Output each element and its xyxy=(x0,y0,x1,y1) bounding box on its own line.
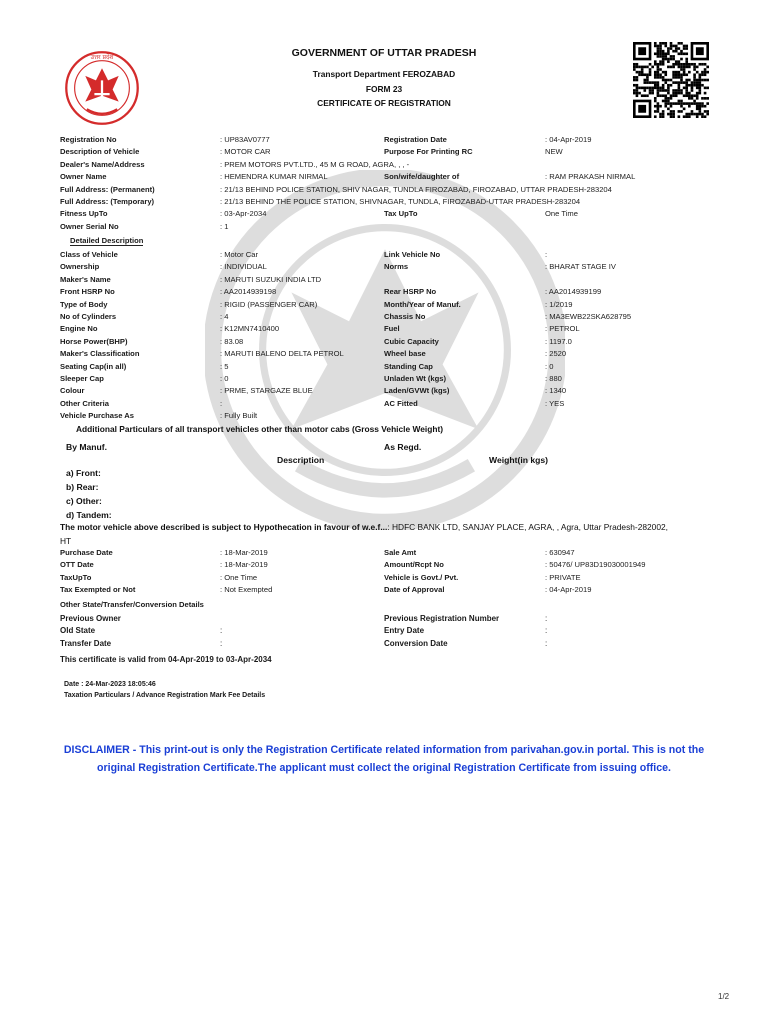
field-label: Maker's Classification xyxy=(60,349,140,359)
field-label: Old State xyxy=(60,626,96,636)
field-value: : PREM MOTORS PVT.LTD., 45 M G ROAD, AGRA, , , - xyxy=(220,159,410,169)
field-value: : xyxy=(220,626,223,636)
field-value: : PRME, STARGAZE BLUE xyxy=(220,386,313,396)
field-value: : RIGID (PASSENGER CAR) xyxy=(220,299,318,309)
field-label-2: Entry Date xyxy=(384,626,425,636)
certificate-title: CERTIFICATE OF REGISTRATION xyxy=(317,98,451,108)
field-label: Ownership xyxy=(60,262,100,272)
field-label: Description of Vehicle xyxy=(60,147,140,157)
department-title: Transport Department FEROZABAD xyxy=(312,69,456,79)
field-value: : xyxy=(220,638,223,648)
field-value: : MOTOR CAR xyxy=(220,147,271,157)
field-value-2: : xyxy=(545,626,548,636)
field-label-2: Previous Registration Number xyxy=(384,614,500,623)
print-date: Date : 24-Mar-2023 18:05:46 xyxy=(64,681,156,688)
field-label: Other Criteria xyxy=(60,398,109,408)
field-label-2: Unladen Wt (kgs) xyxy=(384,374,447,383)
field-label-2: Registration Date xyxy=(384,135,447,144)
emblem-text: उत्तर प्रदेश xyxy=(90,54,114,62)
page-number: 1/2 xyxy=(718,992,730,1001)
field-value: : MARUTI BALENO DELTA PETROL xyxy=(220,349,344,359)
field-value-2: : BHARAT STAGE IV xyxy=(545,262,616,272)
disclaimer-line-1: DISCLAIMER - This print-out is only the Registration Certificate related information from parivahan.gov.in portal. This is not the xyxy=(63,744,705,756)
field-label-2: Amount/Rcpt No xyxy=(384,560,444,570)
field-label-2: Son/wife/daughter of xyxy=(384,172,460,182)
field-label-2: Purpose For Printing RC xyxy=(384,147,473,157)
field-value-2: : 0 xyxy=(545,361,554,371)
field-value-2: : PETROL xyxy=(545,324,580,334)
field-value: : 0 xyxy=(220,374,229,383)
field-label-2: Norms xyxy=(384,262,409,272)
field-value-2: : 1/2019 xyxy=(545,299,573,309)
detailed-description-heading: Detailed Description xyxy=(70,236,144,245)
description-column: Description xyxy=(277,455,325,465)
field-label-2: AC Fitted xyxy=(384,398,418,408)
field-value-2: : 04-Apr-2019 xyxy=(545,135,592,144)
field-label: OTT Date xyxy=(60,560,94,570)
other-axle-label: c) Other: xyxy=(66,496,102,506)
field-value: : 18-Mar-2019 xyxy=(220,548,268,557)
field-value: : INDIVIDUAL xyxy=(220,262,267,272)
field-label: Colour xyxy=(60,386,85,396)
government-title: GOVERNMENT OF UTTAR PRADESH xyxy=(291,47,477,59)
field-value-2: : 1197.0 xyxy=(545,336,572,346)
field-label: Registration No xyxy=(60,135,117,144)
field-label: No of Cylinders xyxy=(60,312,117,321)
by-manuf-label: By Manuf. xyxy=(66,442,108,452)
field-label-2: Laden/GVWt (kgs) xyxy=(384,386,450,396)
field-value-2: : RAM PRAKASH NIRMAL xyxy=(545,172,636,182)
field-label: Class of Vehicle xyxy=(60,250,118,259)
field-label-2: Tax UpTo xyxy=(384,209,418,219)
field-label-2: Standing Cap xyxy=(384,361,433,371)
field-value: : One Time xyxy=(220,572,258,582)
form-number: FORM 23 xyxy=(365,84,403,94)
field-value-2: : 50476/ UP83D19030001949 xyxy=(545,560,646,570)
field-value-2: : MA3EWB22SKA628795 xyxy=(545,312,632,321)
field-value-2: : xyxy=(545,638,548,648)
field-value-2: : xyxy=(545,614,548,623)
field-label-2: Rear HSRP No xyxy=(384,287,437,297)
field-label: Dealer's Name/Address xyxy=(60,159,145,169)
field-label: Full Address: (Permanent) xyxy=(60,184,155,194)
rear-axle-label: b) Rear: xyxy=(66,482,99,492)
field-value-2: : 880 xyxy=(545,374,562,383)
field-value-2: : 2520 xyxy=(545,349,567,359)
field-label: Transfer Date xyxy=(60,638,112,648)
transfer-heading: Other State/Transfer/Conversion Details xyxy=(60,600,204,609)
disclaimer-line-2: original Registration Certificate.The applicant must collect the original Registration Certificate from issuing office. xyxy=(97,762,671,774)
field-value-2: : AA2014939199 xyxy=(545,287,602,297)
field-label-2: Month/Year of Manuf. xyxy=(384,299,461,309)
taxation-line: Taxation Particulars / Advance Registration Mark Fee Details xyxy=(64,692,266,699)
field-value: : 21/13 BEHIND POLICE STATION, SHIV NAGAR, TUNDLA FIROZABAD, FIROZABAD, UTTAR PRADESH-283204 xyxy=(220,184,612,194)
field-label: Engine No xyxy=(60,324,98,334)
field-value: : 4 xyxy=(220,312,229,321)
disclaimer xyxy=(40,741,728,777)
field-label: Owner Serial No xyxy=(60,221,119,231)
hypothecation-line xyxy=(60,522,668,532)
field-label: Purchase Date xyxy=(60,548,113,557)
hypothecation-value-cont: HT xyxy=(60,536,72,546)
field-value: : 03-Apr-2034 xyxy=(220,209,267,219)
field-value: : 21/13 BEHIND THE POLICE STATION, SHIVNAGAR, TUNDLA, FIROZABAD-UTTAR PRADESH-283204 xyxy=(220,197,581,206)
field-value-2: One Time xyxy=(545,209,578,219)
field-label-2: Fuel xyxy=(384,324,400,334)
field-value-2: : PRIVATE xyxy=(545,572,581,582)
field-label: Horse Power(BHP) xyxy=(60,336,128,346)
field-value: : UP83AV0777 xyxy=(220,135,270,144)
field-value: : MARUTI SUZUKI INDIA LTD xyxy=(220,274,322,284)
field-label-2: Conversion Date xyxy=(384,638,448,648)
field-label: Maker's Name xyxy=(60,274,111,284)
front-axle-label: a) Front: xyxy=(66,468,101,478)
field-value-2: : xyxy=(545,250,548,259)
field-value-2: : YES xyxy=(545,398,565,408)
field-label-2: Chassis No xyxy=(384,312,426,321)
validity-line: This certificate is valid from 04-Apr-2019 to 03-Apr-2034 xyxy=(60,655,272,664)
field-value: : xyxy=(220,398,223,408)
field-value: : HEMENDRA KUMAR NIRMAL xyxy=(220,172,328,182)
field-label: Owner Name xyxy=(60,172,107,182)
field-label-2: Date of Approval xyxy=(384,585,445,595)
field-label: Type of Body xyxy=(60,299,108,309)
field-value: : 1 xyxy=(220,221,229,231)
hypothecation-label: The motor vehicle above described is subject to Hypothecation in favour of w.e.f... xyxy=(60,522,388,532)
field-label: TaxUpTo xyxy=(60,572,92,582)
field-value: : 5 xyxy=(220,361,229,371)
field-label: Fitness UpTo xyxy=(60,209,108,219)
field-label: Front HSRP No xyxy=(60,287,115,297)
field-label-2: Vehicle is Govt./ Pvt. xyxy=(384,572,459,582)
field-label: Sleeper Cap xyxy=(60,374,104,383)
field-value-2: NEW xyxy=(545,147,563,157)
field-value: : 83.08 xyxy=(220,336,244,346)
field-value: : Fully Built xyxy=(220,411,258,421)
as-regd-label: As Regd. xyxy=(384,442,422,452)
field-label: Previous Owner xyxy=(60,614,121,623)
field-label-2: Sale Amt xyxy=(384,548,417,557)
field-value: : Not Exempted xyxy=(220,585,273,595)
field-value-2: : 630947 xyxy=(545,548,575,557)
field-value: : 18-Mar-2019 xyxy=(220,560,268,570)
field-label-2: Link Vehicle No xyxy=(384,250,441,259)
field-value: : K12MN7410400 xyxy=(220,324,280,334)
field-value: : Motor Car xyxy=(220,250,258,259)
tandem-axle-label: d) Tandem: xyxy=(66,510,112,520)
field-value-2: : 04-Apr-2019 xyxy=(545,585,592,595)
additional-particulars-heading: Additional Particulars of all transport vehicles other than motor cabs (Gross Vehicle Weight) xyxy=(76,424,444,434)
field-label: Full Address: (Temporary) xyxy=(60,197,155,206)
field-label-2: Cubic Capacity xyxy=(384,336,439,346)
field-value-2: : 1340 xyxy=(545,386,567,396)
weight-column: Weight(in kgs) xyxy=(489,455,549,465)
field-value: : AA2014939198 xyxy=(220,287,277,297)
field-label: Tax Exempted or Not xyxy=(60,585,136,595)
field-label: Seating Cap(in all) xyxy=(60,361,127,371)
hypothecation-value: : HDFC BANK LTD, SANJAY PLACE, AGRA, , Agra, Uttar Pradesh-282002, xyxy=(387,522,668,532)
field-label: Vehicle Purchase As xyxy=(60,411,135,421)
field-label-2: Wheel base xyxy=(384,349,426,359)
